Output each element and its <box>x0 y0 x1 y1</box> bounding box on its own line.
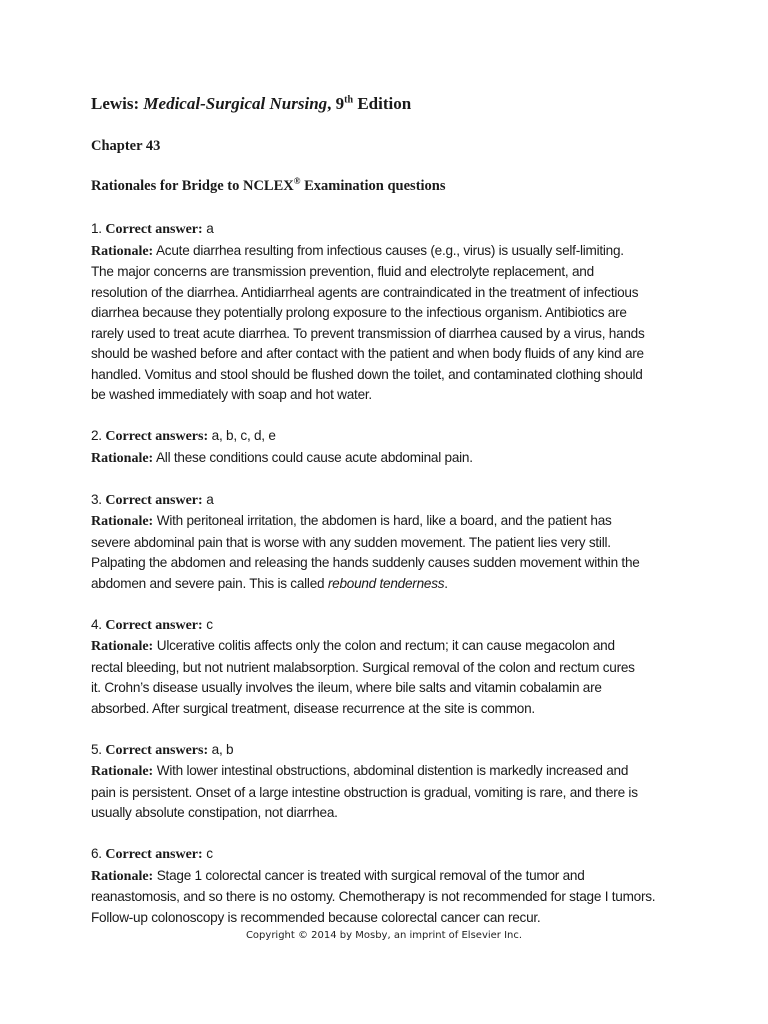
rationale-line: Follow-up colonoscopy is recommended because colorectal cancer can recur. <box>91 909 541 925</box>
question-4 <box>91 615 691 720</box>
rationale-label: Rationale: <box>91 639 154 654</box>
document-page <box>91 92 691 925</box>
rationale-line: be washed immediately with soap and hot water. <box>91 387 372 402</box>
answer-value: a <box>202 491 214 507</box>
section-sup: ® <box>293 176 301 187</box>
rationale-label: Rationale: <box>91 764 154 779</box>
title-prefix: Lewis: <box>91 94 144 113</box>
book-title <box>91 92 691 116</box>
question-6 <box>91 844 691 928</box>
rationale-line: Rationale: Stage 1 colorectal cancer is treated with surgical removal of the tumor and <box>91 867 585 884</box>
answer-line: 5. Correct answers: a, b <box>91 741 234 758</box>
section-title <box>91 178 446 195</box>
title-italic: Medical-Surgical Nursing <box>143 94 328 113</box>
rationale-label: Rationale: <box>91 514 154 529</box>
rationale-label: Rationale: <box>91 450 154 466</box>
answer-value: a, b <box>208 741 234 757</box>
answer-line: 3. Correct answer: a <box>91 491 214 508</box>
rationale-line: reanastomosis, and so there is no ostomy. Chemotherapy is not recommended for stage I tumors. <box>91 889 656 904</box>
answer-value: a <box>202 221 214 236</box>
answer-label: Correct answer: <box>105 222 203 237</box>
rationale-line: The major concerns are transmission prevention, fluid and electrolyte replacement, and <box>91 264 594 279</box>
answer-value: c <box>202 616 213 632</box>
rationale-line: severe abdominal pain that is worse with any sudden movement. The patient lies very still. <box>91 534 611 550</box>
answer-line: 2. Correct answers: a, b, c, d, e <box>91 428 276 444</box>
answer-label: Correct answers: <box>105 429 209 444</box>
title-sup: th <box>344 94 354 106</box>
question-2 <box>91 426 691 469</box>
section-prefix: Rationales for Bridge to NCLEX <box>91 178 294 194</box>
rationale-label: Rationale: <box>91 868 154 884</box>
rationale-line: rectal bleeding, but not nutrient malabsorption. Surgical removal of the colon and rectum cures <box>91 659 635 675</box>
rationale-line: abdomen and severe pain. This is called rebound tenderness. <box>91 575 448 591</box>
answer-line: 6. Correct answer: c <box>91 846 213 862</box>
rationale-line: Rationale: With peritoneal irritation, the abdomen is hard, like a board, and the patient has <box>91 513 612 529</box>
rationale-line: Rationale: All these conditions could cause acute abdominal pain. <box>91 449 473 466</box>
title-suffix: Edition <box>353 94 412 113</box>
title-sep: , 9 <box>327 94 345 113</box>
rationale-line: Palpating the abdomen and releasing the hands suddenly causes sudden movement within the <box>91 555 640 570</box>
rationale-line: it. Crohn’s disease usually involves the ileum, where bile salts and vitamin cobalamin are <box>91 680 602 695</box>
answer-line: 4. Correct answer: c <box>91 616 213 633</box>
rationale-label: Rationale: <box>91 243 154 259</box>
questions-list <box>91 219 691 949</box>
question-5 <box>91 740 691 824</box>
rationale-line: pain is persistent. Onset of a large intestine obstruction is gradual, vomiting is rare, and there is <box>91 784 638 800</box>
answer-value: a, b, c, d, e <box>208 428 276 443</box>
answer-value: c <box>202 846 213 861</box>
copyright-footer: Copyright © 2014 by Mosby, an imprint of Elsevier Inc. <box>245 930 523 941</box>
question-1 <box>91 219 691 406</box>
rationale-line: handled. Vomitus and stool should be flushed down the toilet, and contaminated clothing should <box>91 366 643 382</box>
rationale-line: Rationale: With lower intestinal obstructions, abdominal distention is markedly increased and <box>91 763 629 779</box>
answer-label: Correct answer: <box>105 617 203 633</box>
chapter-heading: Chapter 43 <box>91 138 161 154</box>
rationale-line: should be washed before and after contact with the patient and when body fluids of any kind are <box>91 346 644 361</box>
rationale-line: diarrhea because they potentially prolong exposure to the infectious organism. Antibiotics are <box>91 305 627 320</box>
answer-line: 1. Correct answer: a <box>91 221 214 237</box>
answer-label: Correct answer: <box>105 847 203 862</box>
answer-label: Correct answer: <box>105 492 203 508</box>
rationale-line: absorbed. After surgical treatment, disease recurrence at the site is common. <box>91 700 535 716</box>
section-suffix: Examination questions <box>300 178 446 194</box>
question-3 <box>91 490 691 595</box>
rationale-line: Rationale: Ulcerative colitis affects only the colon and rectum; it can cause megacolon and <box>91 638 615 654</box>
rationale-line: Rationale: Acute diarrhea resulting from infectious causes (e.g., virus) is usually self-limiting. <box>91 242 624 259</box>
rationale-line: rarely used to treat acute diarrhea. To prevent transmission of diarrhea caused by a virus, hands <box>91 325 645 341</box>
rationale-line: usually absolute constipation, not diarrhea. <box>91 805 338 820</box>
rebound-tenderness-term: rebound tenderness <box>327 575 445 591</box>
rationale-line: resolution of the diarrhea. Antidiarrheal agents are contraindicated in the treatment of infectious <box>91 284 639 300</box>
answer-label: Correct answers: <box>105 742 209 758</box>
